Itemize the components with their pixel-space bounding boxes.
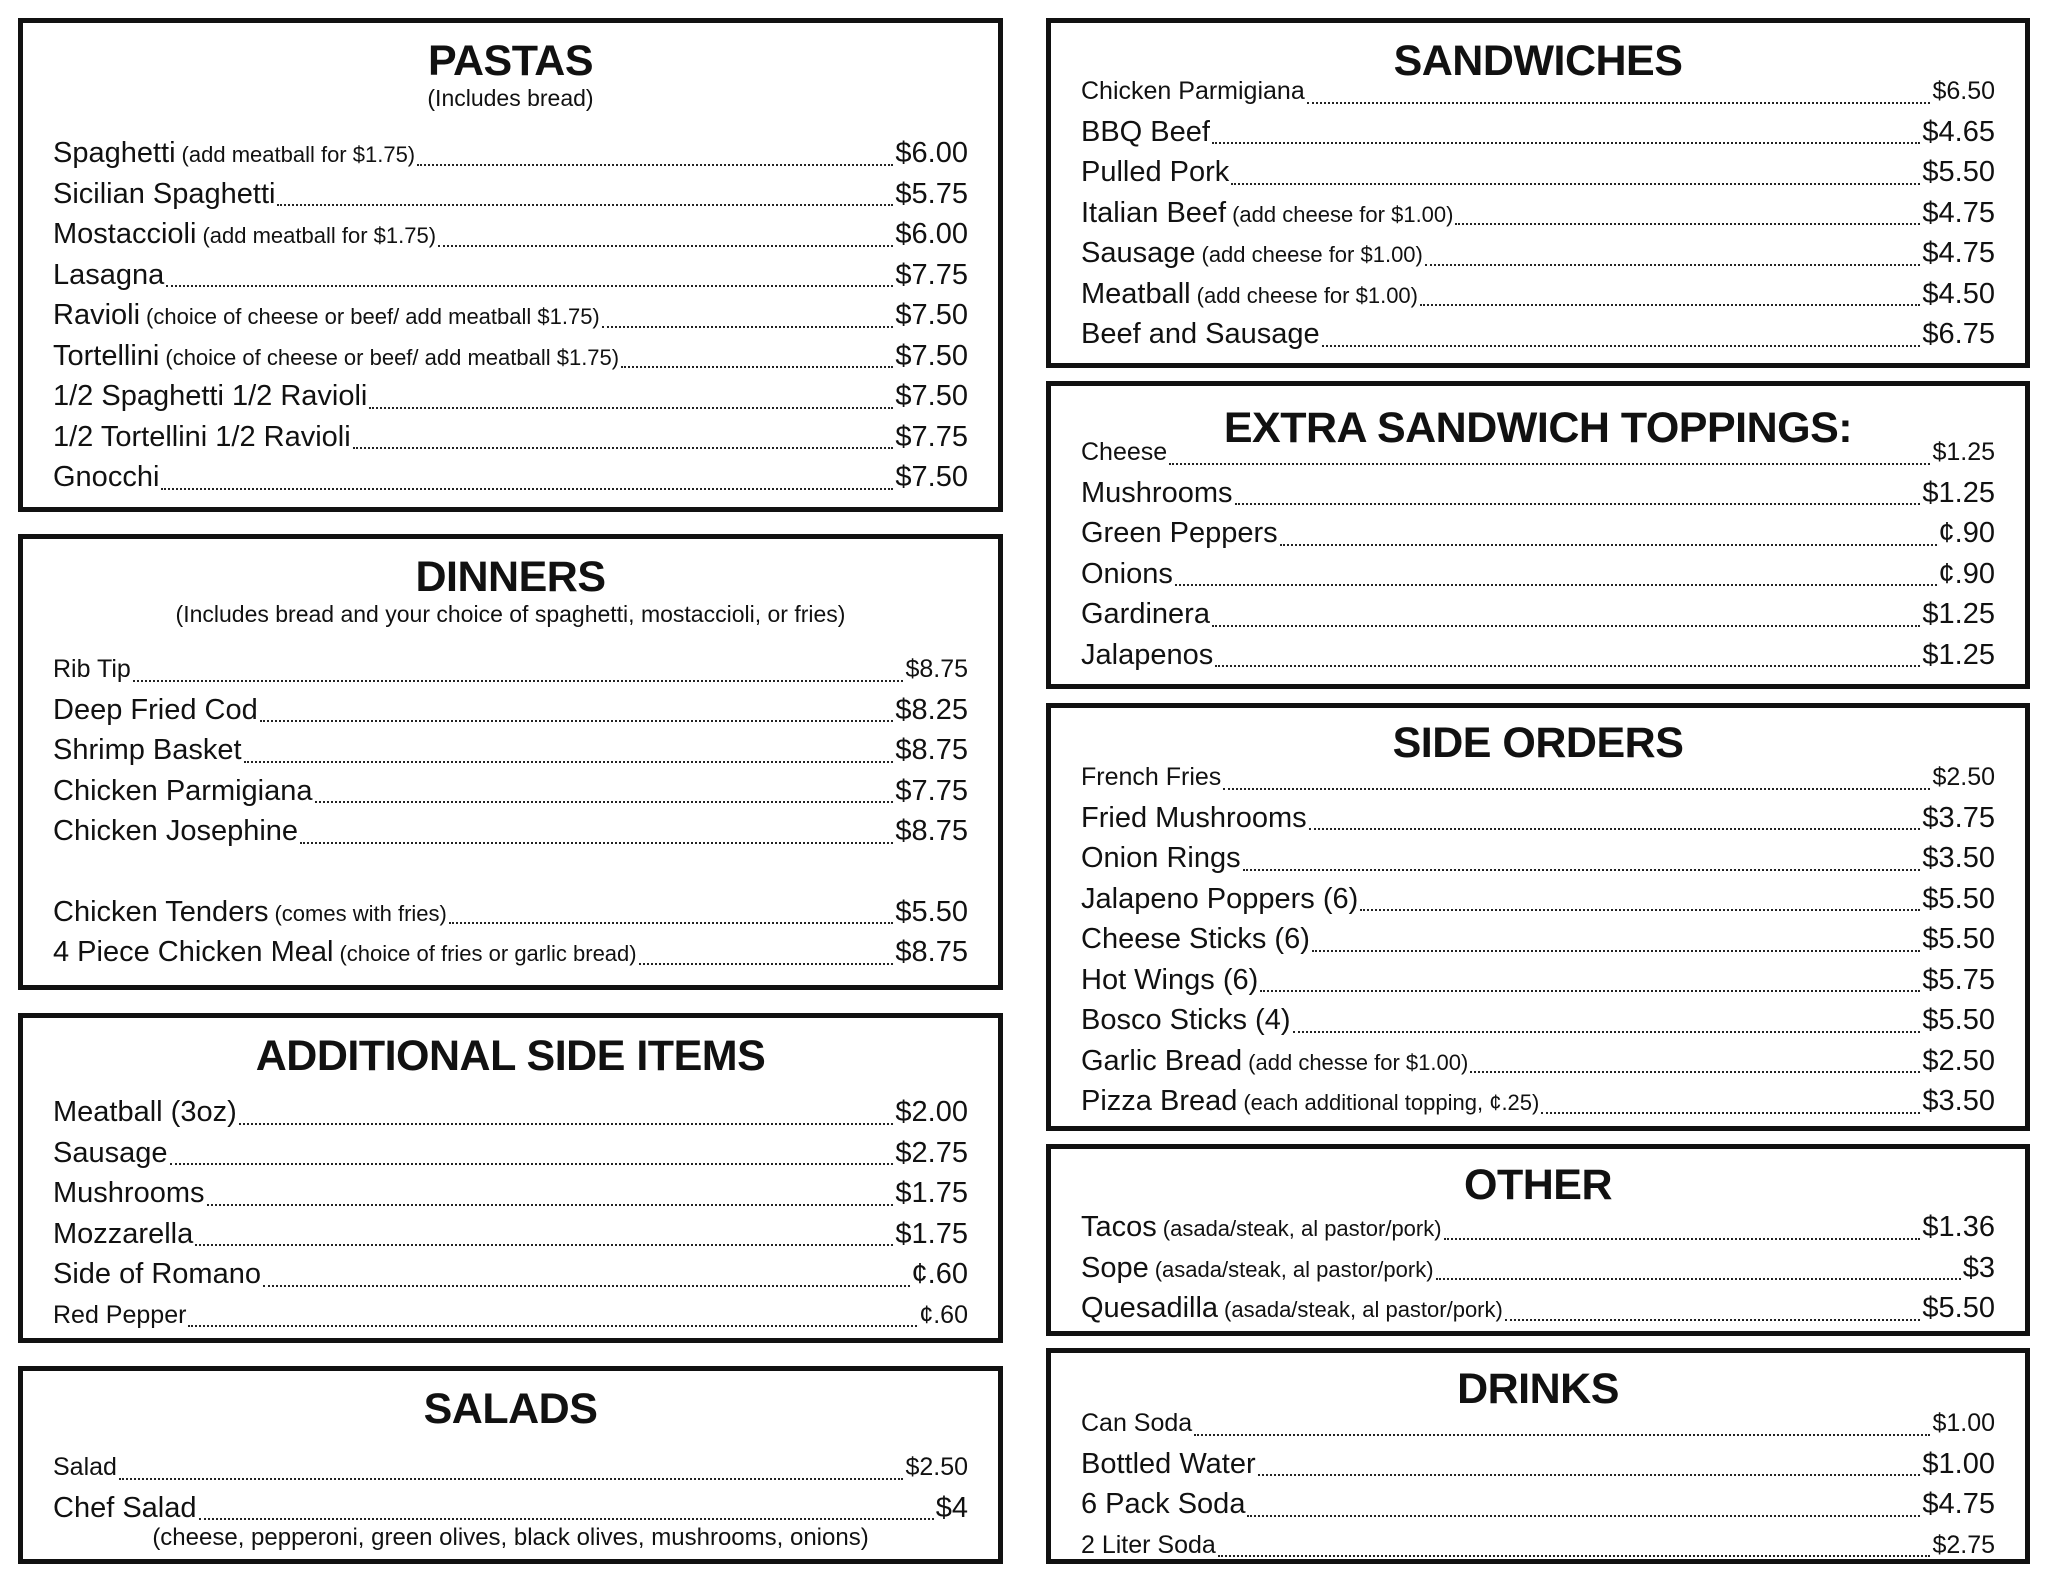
dot-leader (1258, 1456, 1921, 1484)
item-price: $4.75 (1922, 196, 1995, 229)
item-name: Fried Mushrooms (1081, 801, 1307, 834)
section-title: SIDE ORDERS (1392, 719, 1684, 767)
menu-item (1081, 960, 1995, 1001)
dot-leader (1307, 84, 1931, 112)
item-note: (add chesse for $1.00) (1248, 1049, 1469, 1075)
item-note: (each additional topping, ¢.25) (1243, 1090, 1540, 1115)
item-name: Chicken Josephine (53, 815, 299, 847)
menu-item (1081, 554, 1995, 595)
dot-leader (1194, 1416, 1930, 1444)
dot-leader (449, 904, 894, 932)
item-name: 6 Pack Soda (1081, 1488, 1246, 1520)
dot-leader (1260, 972, 1920, 1000)
side-orders-section (1046, 703, 2030, 1131)
item-price: $8.75 (895, 936, 968, 968)
dot-leader (1280, 526, 1937, 554)
salads-section (18, 1366, 1003, 1564)
menu-item (1081, 757, 1995, 798)
dot-leader (1231, 165, 1920, 193)
item-note: (choice of cheese or beef/ add meatball $1.75) (146, 304, 600, 329)
item-name: Chicken Parmigiana (1081, 77, 1305, 105)
dot-leader (315, 783, 894, 811)
dot-leader (1247, 1497, 1920, 1525)
other-section (1046, 1144, 2030, 1336)
salad-footnote: (cheese, pepperoni, green olives, black olives, mushrooms, onions) (152, 1524, 869, 1551)
item-name: Beef and Sausage (1081, 318, 1320, 350)
menu-list (1081, 1403, 1995, 1565)
item-price: $1.00 (1922, 1447, 1995, 1480)
item-name: Cheese Sticks (6) (1081, 923, 1310, 955)
item-name: Bottled Water (1081, 1447, 1256, 1480)
menu-item (53, 811, 968, 852)
item-price: $6.00 (895, 137, 968, 169)
item-name: Pizza Bread (1081, 1085, 1238, 1117)
item-name: Chicken Parmigiana (53, 774, 313, 807)
dot-leader (1243, 851, 1921, 879)
menu-list (53, 133, 968, 498)
item-price: $6.50 (1932, 77, 1995, 105)
item-name: Salad (53, 1453, 117, 1481)
menu-item (53, 892, 968, 933)
item-price: $7.75 (895, 420, 968, 453)
menu-item (53, 255, 968, 296)
item-name: Can Soda (1081, 1409, 1193, 1437)
menu-item (1081, 1041, 1995, 1082)
item-name: Tacos (1081, 1211, 1157, 1243)
item-name: Italian Beef (1081, 196, 1227, 229)
sandwiches-section (1046, 18, 2030, 368)
item-name: Sausage (1081, 237, 1196, 269)
dot-leader (263, 1267, 910, 1295)
section-subtitle: (Includes bread and your choice of spaghetti, mostaccioli, or fries) (175, 601, 846, 627)
menu-list (53, 1447, 968, 1528)
menu-item (1081, 233, 1995, 274)
item-name: Sicilian Spaghetti (53, 177, 276, 210)
item-name: Side of Romano (53, 1258, 261, 1290)
menu-item (53, 1254, 968, 1295)
item-price: $8.75 (895, 815, 968, 847)
menu-item (1081, 879, 1995, 920)
dot-leader (1470, 1053, 1920, 1081)
dot-leader (1175, 566, 1937, 594)
item-note: (comes with fries) (274, 900, 447, 926)
menu-item (1081, 513, 1995, 554)
item-name: Gardinera (1081, 598, 1210, 630)
item-price: $3 (1962, 1251, 1995, 1284)
dot-leader (239, 1105, 894, 1133)
dot-leader (1505, 1301, 1921, 1329)
item-price: $5.75 (895, 177, 968, 210)
menu-item (1081, 1207, 1995, 1248)
menu-item (1081, 1403, 1995, 1444)
section-title: SANDWICHES (1393, 37, 1683, 85)
menu-list (1081, 71, 1995, 355)
menu-item (53, 1133, 968, 1174)
item-name: Red Pepper (53, 1300, 187, 1329)
item-price: ¢.60 (911, 1258, 968, 1290)
dot-leader (1293, 1013, 1921, 1041)
dot-leader (1218, 1537, 1931, 1565)
menu-list (1081, 1207, 1995, 1329)
menu-item (1081, 71, 1995, 112)
dot-leader (1169, 445, 1930, 473)
item-name: Mozzarella (53, 1217, 194, 1250)
item-price: $1.00 (1932, 1409, 1995, 1437)
item-price: $3.50 (1922, 842, 1995, 874)
additional-side-items-section (18, 1013, 1003, 1343)
menu-item (53, 336, 968, 377)
dot-leader (1235, 485, 1921, 513)
dot-leader (621, 348, 893, 376)
dot-leader (1436, 1260, 1961, 1288)
item-name: Meatball (3oz) (53, 1096, 237, 1128)
menu-item (53, 457, 968, 498)
menu-item (1081, 314, 1995, 355)
dot-leader (438, 227, 893, 255)
menu-item (1081, 1484, 1995, 1525)
menu-item (53, 295, 968, 336)
menu-list (53, 1092, 968, 1335)
item-name: Deep Fried Cod (53, 693, 258, 726)
item-price: $7.75 (895, 774, 968, 807)
item-name: Sausage (53, 1136, 168, 1169)
menu-item (53, 376, 968, 417)
menu-list (53, 649, 968, 973)
menu-item (53, 417, 968, 458)
menu-item (1081, 1081, 1995, 1122)
section-title: DRINKS (1457, 1365, 1619, 1413)
menu-item (53, 214, 968, 255)
item-name: Chef Salad (53, 1491, 197, 1524)
item-price: ¢.90 (1938, 517, 1995, 549)
item-name: Spaghetti (53, 137, 176, 169)
item-price: $8.75 (895, 734, 968, 766)
item-price: $5.50 (1922, 1292, 1995, 1324)
menu-item (1081, 1525, 1995, 1566)
menu-item (53, 1447, 968, 1488)
item-note: (add cheese for $1.00) (1196, 282, 1418, 308)
dot-leader (1212, 124, 1920, 152)
item-price: $5.50 (895, 895, 968, 928)
menu-item (1081, 1000, 1995, 1041)
dot-leader (1444, 1220, 1921, 1248)
item-note: (asada/steak, al pastor/pork) (1224, 1297, 1503, 1322)
menu-item (53, 1214, 968, 1255)
menu-item (1081, 838, 1995, 879)
item-name: Tortellini (53, 339, 160, 372)
menu-list (1081, 757, 1995, 1122)
item-price: $1.25 (1922, 638, 1995, 671)
item-note: (asada/steak, al pastor/pork) (1162, 1216, 1442, 1241)
item-name: Gnocchi (53, 461, 160, 493)
item-name: 1/2 Spaghetti 1/2 Ravioli (53, 380, 368, 412)
item-name: Quesadilla (1081, 1292, 1219, 1324)
dot-leader (1223, 770, 1930, 798)
menu-item (53, 133, 968, 174)
dot-leader (1312, 932, 1921, 960)
item-name: Onions (1081, 557, 1173, 590)
dot-leader (188, 1307, 917, 1335)
section-title: ADDITIONAL SIDE ITEMS (255, 1032, 766, 1080)
item-name: BBQ Beef (1081, 115, 1210, 148)
menu-list (1081, 432, 1995, 675)
menu-item (1081, 635, 1995, 676)
menu-item (1081, 594, 1995, 635)
menu-item (53, 1173, 968, 1214)
item-name: Cheese (1081, 438, 1168, 466)
item-name: Mushrooms (53, 1177, 205, 1209)
item-price: $1.25 (1922, 476, 1995, 509)
dot-leader (1420, 286, 1920, 314)
item-price: $3.75 (1922, 801, 1995, 834)
item-note: (choice of cheese or beef/ add meatball $1.75) (165, 344, 620, 370)
item-name: Jalapeno Poppers (6) (1081, 882, 1359, 915)
dot-leader (1322, 327, 1921, 355)
menu-item (53, 730, 968, 771)
pastas-section (18, 18, 1003, 512)
item-price: $6.75 (1922, 318, 1995, 350)
dot-leader (300, 824, 893, 852)
item-name: Pulled Pork (1081, 156, 1230, 188)
menu-item (1081, 152, 1995, 193)
menu-item (1081, 112, 1995, 153)
item-name: 2 Liter Soda (1081, 1530, 1216, 1559)
menu-item (1081, 193, 1995, 234)
dot-leader (1215, 647, 1920, 675)
item-price: $7.50 (895, 339, 968, 372)
item-price: $2.50 (905, 1453, 968, 1481)
item-price: $2.00 (895, 1096, 968, 1128)
dot-leader (119, 1460, 903, 1488)
item-price: $8.25 (895, 693, 968, 726)
menu-item (53, 690, 968, 731)
item-price: $5.50 (1922, 923, 1995, 955)
dot-leader (1425, 246, 1921, 274)
menu-item (1081, 274, 1995, 315)
item-name: Hot Wings (6) (1081, 963, 1259, 996)
item-name: Garlic Bread (1081, 1044, 1243, 1077)
item-price: $1.36 (1922, 1211, 1995, 1243)
section-subtitle: (Includes bread) (427, 85, 594, 111)
item-price: ¢.60 (919, 1300, 968, 1329)
dot-leader (277, 186, 893, 214)
dinners-section (18, 534, 1003, 990)
dot-leader (639, 945, 894, 973)
dot-leader (207, 1186, 894, 1214)
menu-item (1081, 919, 1995, 960)
item-name: Meatball (1081, 277, 1191, 310)
menu-item (53, 1488, 968, 1529)
item-price: $7.50 (895, 461, 968, 493)
item-name: Mushrooms (1081, 476, 1233, 509)
item-price: $2.50 (1932, 763, 1995, 791)
item-price: ¢.90 (1938, 557, 1995, 590)
dot-leader (1541, 1094, 1920, 1122)
section-title: SALADS (423, 1385, 598, 1433)
section-title: PASTAS (427, 37, 594, 85)
item-name: Onion Rings (1081, 842, 1241, 874)
dot-leader (166, 267, 893, 295)
item-price: $4 (935, 1491, 968, 1524)
menu-item (53, 771, 968, 812)
menu-item (53, 174, 968, 215)
item-price: $1.25 (1922, 598, 1995, 630)
dot-leader (133, 662, 904, 690)
item-note: (add cheese for $1.00) (1201, 242, 1423, 267)
item-name: Mostaccioli (53, 218, 197, 250)
extra-toppings-section (1046, 381, 2030, 689)
item-price: $4.65 (1922, 115, 1995, 148)
item-price: $7.50 (895, 380, 968, 412)
menu-item (1081, 473, 1995, 514)
item-price: $8.75 (905, 655, 968, 683)
dot-leader (170, 1145, 894, 1173)
menu-item (53, 1092, 968, 1133)
dot-leader (417, 146, 893, 174)
dot-leader (1212, 607, 1920, 635)
item-price: $5.50 (1922, 156, 1995, 188)
dot-leader (195, 1226, 893, 1254)
item-price: $2.75 (895, 1136, 968, 1169)
item-name: French Fries (1081, 763, 1222, 791)
item-price: $5.50 (1922, 882, 1995, 915)
drinks-section (1046, 1348, 2030, 1564)
item-price: $7.50 (895, 299, 968, 331)
dot-leader (602, 308, 894, 336)
section-title: DINNERS (415, 553, 606, 601)
item-price: $1.75 (895, 1177, 968, 1209)
menu-item (53, 932, 968, 973)
dot-leader (369, 389, 893, 417)
dot-leader (161, 470, 893, 498)
dot-leader (244, 743, 894, 771)
menu-item (1081, 798, 1995, 839)
item-price: $2.50 (1922, 1044, 1995, 1077)
item-price: $5.75 (1922, 963, 1995, 996)
item-price: $7.75 (895, 258, 968, 291)
menu-item (53, 1295, 968, 1336)
dot-leader (1455, 205, 1920, 233)
item-price: $1.75 (895, 1217, 968, 1250)
item-name: Chicken Tenders (53, 895, 269, 928)
dot-leader (1309, 810, 1921, 838)
item-price: $6.00 (895, 218, 968, 250)
item-name: Bosco Sticks (4) (1081, 1004, 1291, 1036)
dot-leader (1360, 891, 1920, 919)
item-price: $2.75 (1932, 1530, 1995, 1559)
item-price: $4.75 (1922, 237, 1995, 269)
item-price: $3.50 (1922, 1085, 1995, 1117)
dot-leader (260, 702, 894, 730)
item-note: (asada/steak, al pastor/pork) (1154, 1256, 1434, 1282)
section-title: EXTRA SANDWICH TOPPINGS: (1223, 404, 1853, 452)
menu-item (1081, 1248, 1995, 1289)
item-name: Green Peppers (1081, 517, 1278, 549)
item-price: $1.25 (1932, 438, 1995, 466)
item-price: $4.75 (1922, 1488, 1995, 1520)
item-name: Lasagna (53, 258, 165, 291)
item-note: (add cheese for $1.00) (1232, 201, 1454, 227)
menu-item (1081, 1444, 1995, 1485)
menu-item (1081, 432, 1995, 473)
item-name: 4 Piece Chicken Meal (53, 936, 334, 968)
item-note: (add meatball for $1.75) (181, 142, 416, 167)
item-name: Jalapenos (1081, 638, 1214, 671)
item-name: Sope (1081, 1251, 1149, 1284)
item-note: (add meatball for $1.75) (202, 223, 437, 248)
item-name: Shrimp Basket (53, 734, 242, 766)
menu-item (53, 649, 968, 690)
item-name: Rib Tip (53, 655, 131, 683)
dot-leader (353, 429, 894, 457)
item-price: $4.50 (1922, 277, 1995, 310)
menu-item (1081, 1288, 1995, 1329)
item-name: Ravioli (53, 299, 141, 331)
item-note: (choice of fries or garlic bread) (339, 941, 637, 966)
item-price: $5.50 (1922, 1004, 1995, 1036)
item-name: 1/2 Tortellini 1/2 Ravioli (53, 420, 351, 453)
section-title: OTHER (1464, 1161, 1612, 1209)
